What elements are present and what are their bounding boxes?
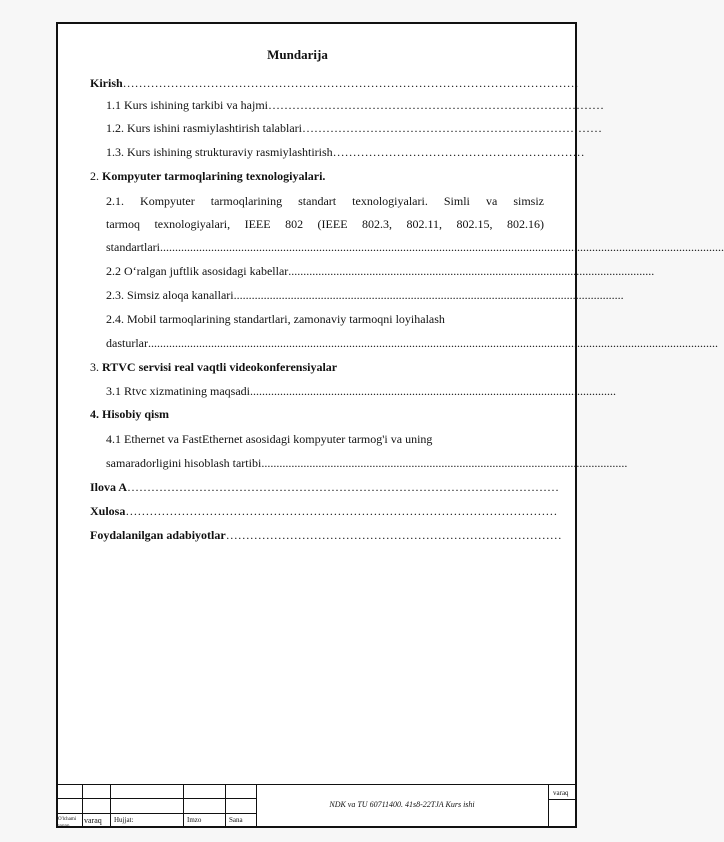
toc-leader: .......................................................................................................................... — [288, 264, 655, 278]
stamp-sheet-line — [548, 799, 577, 800]
col-hujjat: Hujjat: — [114, 816, 134, 824]
col-varaq: varaq — [84, 816, 102, 825]
stamp-col-line — [110, 784, 111, 828]
toc-section-3[interactable] — [90, 359, 544, 375]
stamp-col-line — [82, 784, 83, 828]
toc-leader: ………………………………………………………………………… — [225, 528, 562, 542]
toc-entry-label: 1.2. Kurs ishini rasmiylashtirish talablari — [106, 121, 302, 135]
toc-title: Mundarija — [267, 47, 328, 62]
toc-entry-label: Xulosa — [90, 504, 126, 518]
toc-entry-2-2[interactable] — [106, 263, 655, 279]
col-olchami: O'lchami — [58, 817, 77, 822]
stamp-row-line — [56, 798, 256, 799]
stamp-row-line — [56, 813, 256, 814]
col-extra: nnnnn — [57, 824, 70, 829]
page-frame — [56, 22, 577, 828]
document-code: NDK va TU 60711400. 41s8-22TJA Kurs ishi — [329, 800, 475, 809]
toc-leader: ……………………………………………………………………………………………… — [127, 480, 560, 494]
toc-leader: ……………………………………………………… — [332, 145, 585, 159]
toc-entry-xulosa[interactable] — [90, 503, 558, 519]
section-number: 2. — [90, 169, 99, 183]
stamp-top-border — [56, 784, 577, 785]
toc-section-4[interactable]: 4. Hisobiy qism — [90, 407, 170, 421]
toc-entry-label: 3.1 Rtvc xizmatining maqsadi — [106, 384, 250, 398]
toc-entry-2-1-line1[interactable]: 2.1. Kompyuter tarmoqlarining standart texnologiyalari. Simli va simsiz — [106, 194, 544, 208]
col-sana: Sana — [229, 816, 243, 824]
toc-section-2[interactable] — [90, 168, 544, 184]
toc-leader: ............................................................................................................................................................................................ — [159, 240, 724, 254]
toc-entry-kirish[interactable] — [90, 75, 579, 91]
toc-entry-label: samaradorligini hisoblash tartibi — [106, 456, 262, 470]
toc-leader: …………………………………………………………………………………………………… — [122, 76, 579, 90]
toc-entry-label: standartlari — [106, 240, 160, 254]
toc-entry-ilova[interactable] — [90, 479, 560, 495]
toc-entry-label: 1.1 Kurs ishining tarkibi va hajmi — [106, 98, 268, 112]
toc-entry-4-1-line1[interactable]: 4.1 Ethernet va FastEthernet asosidagi kompyuter tarmog'i va uning — [106, 432, 433, 446]
toc-leader: ………………………………………………………………………… — [267, 98, 604, 112]
toc-leader: ………………………………………………………………… — [301, 121, 602, 135]
toc-leader: .............................................................................................................................................................................................. — [147, 336, 718, 350]
toc-entry-label: 1.3. Kurs ishining strukturaviy rasmiylashtirish — [106, 145, 333, 159]
stamp-col-line — [225, 784, 226, 828]
toc-entry-2-3[interactable] — [106, 287, 624, 303]
toc-entry-label: 2.2 O‘ralgan juftlik asosidagi kabellar — [106, 264, 289, 278]
toc-entry-2-1-line2[interactable]: tarmoq texnologiyalari, IEEE 802 (IEEE 802.3, 802.11, 802.15, 802.16) — [106, 217, 544, 231]
toc-entry-4-1-line2[interactable] — [106, 455, 628, 471]
toc-leader: .......................................................................................................................... — [249, 384, 616, 398]
stamp-col-line — [183, 784, 184, 828]
toc-entry-label: dasturlar — [106, 336, 148, 350]
toc-entry-2-4-line2[interactable] — [106, 335, 718, 351]
toc-entry-label: 2.3. Simsiz aloqa kanallari — [106, 288, 234, 302]
sheet-label: varaq — [553, 789, 569, 797]
section-number: 3. — [90, 360, 99, 374]
toc-leader: .......................................................................................................................... — [261, 456, 628, 470]
toc-leader: ……………………………………………………………………………………………… — [125, 504, 558, 518]
toc-entry-adabiyot[interactable] — [90, 527, 562, 543]
toc-entry-label: Foydalanilgan adabiyotlar — [90, 528, 226, 542]
toc-leader: .................................................................................................................................. — [233, 288, 624, 302]
toc-entry-label: Ilova A — [90, 480, 128, 494]
toc-entry-label: Kirish — [90, 76, 123, 90]
stamp-col-line — [548, 784, 549, 828]
toc-entry-3-1[interactable] — [106, 383, 616, 399]
toc-entry-1-1[interactable] — [106, 97, 604, 113]
toc-entry-1-3[interactable] — [106, 144, 585, 160]
col-imzo: Imzo — [187, 816, 202, 824]
section-title: RTVC servisi real vaqtli videokonferensiyalar — [102, 360, 338, 374]
toc-entry-1-2[interactable] — [106, 120, 602, 136]
toc-entry-2-1-line3[interactable] — [106, 239, 724, 255]
section-title: Kompyuter tarmoqlarining texnologiyalari. — [102, 169, 326, 183]
toc-entry-2-4-line1[interactable]: 2.4. Mobil tarmoqlarining standartlari, zamonaviy tarmoqni loyihalash — [106, 312, 445, 326]
